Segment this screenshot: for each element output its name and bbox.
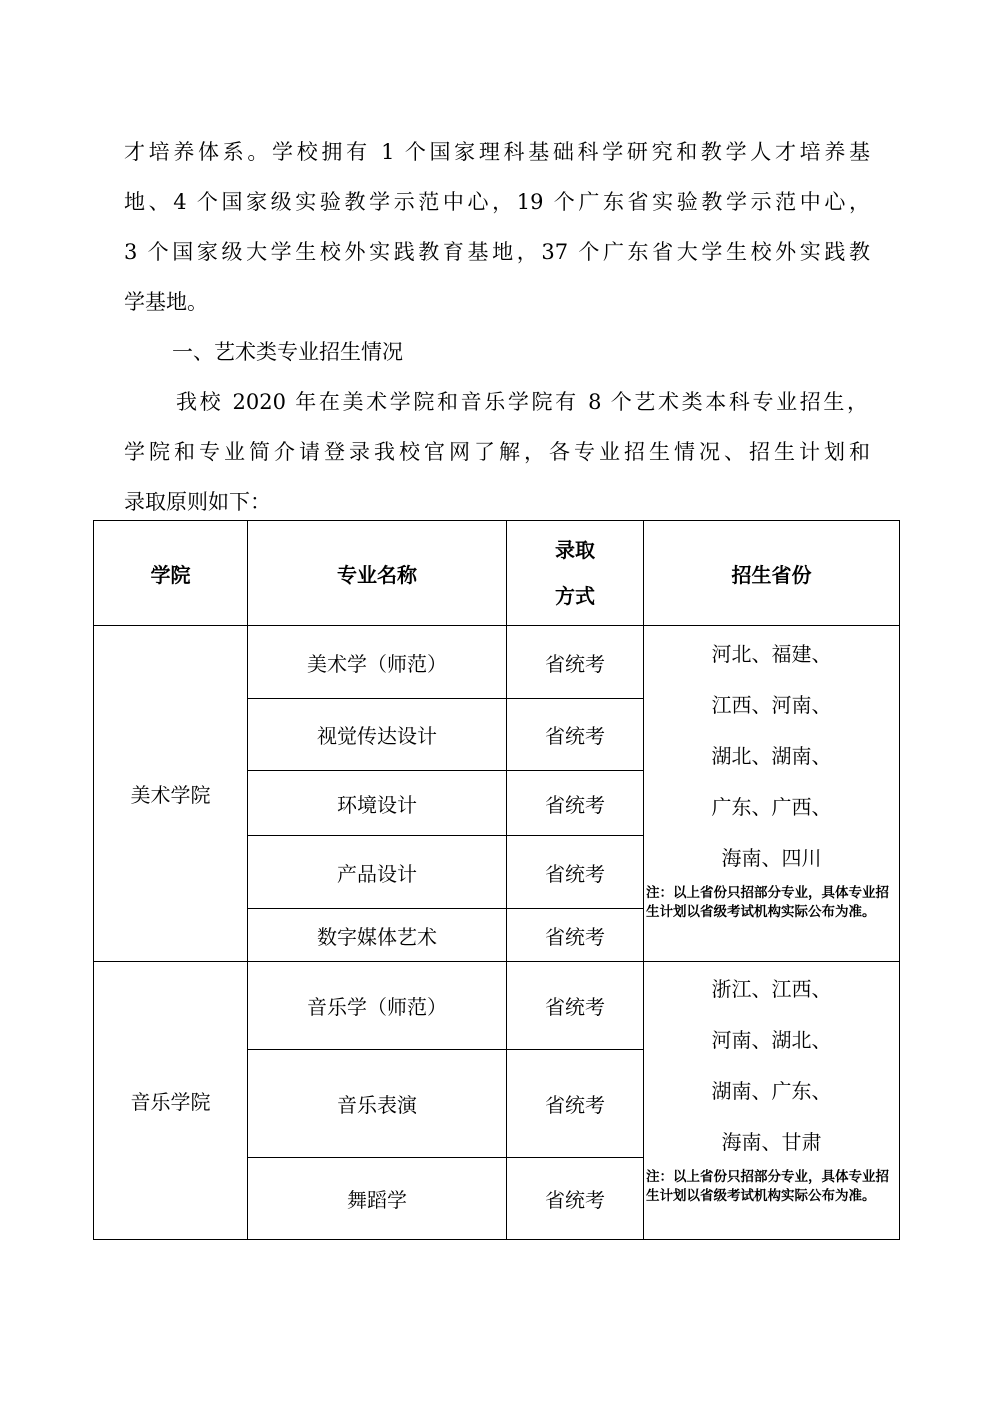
major-cell: 舞蹈学 — [248, 1158, 507, 1240]
header-method — [507, 521, 644, 626]
header-major: 专业名称 — [248, 521, 507, 626]
provinces-cell — [644, 962, 900, 1240]
province-list — [644, 626, 899, 884]
province-line: 湖南、广东、 — [711, 1079, 832, 1103]
paragraph-line: 学院和专业简介请登录我校官网了解，各专业招生情况、招生计划和 — [124, 440, 870, 464]
section-heading: 一、艺术类专业招生情况 — [172, 340, 403, 364]
table-row — [94, 626, 900, 699]
method-cell: 省统考 — [507, 909, 644, 962]
major-cell: 数字媒体艺术 — [248, 909, 507, 962]
major-cell: 环境设计 — [248, 771, 507, 836]
province-line: 海南、四川 — [721, 846, 822, 870]
method-cell: 省统考 — [507, 962, 644, 1050]
method-cell: 省统考 — [507, 1050, 644, 1158]
province-line: 河北、福建、 — [711, 642, 832, 666]
method-cell: 省统考 — [507, 626, 644, 699]
college-cell: 美术学院 — [94, 626, 248, 962]
paragraph-line: 录取原则如下： — [124, 490, 271, 514]
header-method-line2: 方式 — [555, 584, 595, 608]
paragraph-line: 地、4 个国家级实验教学示范中心，19 个广东省实验教学示范中心， — [124, 190, 870, 214]
table-row — [94, 962, 900, 1050]
paragraph-line: 我校 2020 年在美术学院和音乐学院有 8 个艺术类本科专业招生， — [176, 390, 868, 414]
header-provinces: 招生省份 — [644, 521, 900, 626]
method-cell: 省统考 — [507, 771, 644, 836]
paragraph-line: 3 个国家级大学生校外实践教育基地，37 个广东省大学生校外实践教 — [124, 240, 870, 264]
major-cell: 音乐学（师范） — [248, 962, 507, 1050]
province-line: 广东、广西、 — [711, 795, 832, 819]
method-cell: 省统考 — [507, 699, 644, 771]
province-line: 海南、甘肃 — [721, 1130, 822, 1154]
province-note: 注：以上省份只招部分专业，具体专业招生计划以省级考试机构实际公布为准。 — [646, 885, 889, 920]
provinces-cell — [644, 626, 900, 962]
paragraph-line: 才培养体系。学校拥有 1 个国家理科基础科学研究和教学人才培养基 — [124, 140, 870, 164]
major-cell: 产品设计 — [248, 836, 507, 909]
province-list — [644, 962, 899, 1168]
method-cell: 省统考 — [507, 836, 644, 909]
province-line: 江西、河南、 — [711, 693, 832, 717]
college-cell: 音乐学院 — [94, 962, 248, 1240]
header-method-line1: 录取 — [555, 538, 595, 562]
province-line: 湖北、湖南、 — [711, 744, 832, 768]
table-header-row — [94, 521, 900, 626]
province-note: 注：以上省份只招部分专业，具体专业招生计划以省级考试机构实际公布为准。 — [646, 1169, 889, 1204]
major-cell: 视觉传达设计 — [248, 699, 507, 771]
major-cell: 美术学（师范） — [248, 626, 507, 699]
province-line: 浙江、江西、 — [711, 977, 832, 1001]
admissions-table — [93, 520, 900, 1240]
province-line: 河南、湖北、 — [711, 1028, 832, 1052]
paragraph-line: 学基地。 — [124, 290, 208, 314]
header-college: 学院 — [94, 521, 248, 626]
major-cell: 音乐表演 — [248, 1050, 507, 1158]
method-cell: 省统考 — [507, 1158, 644, 1240]
